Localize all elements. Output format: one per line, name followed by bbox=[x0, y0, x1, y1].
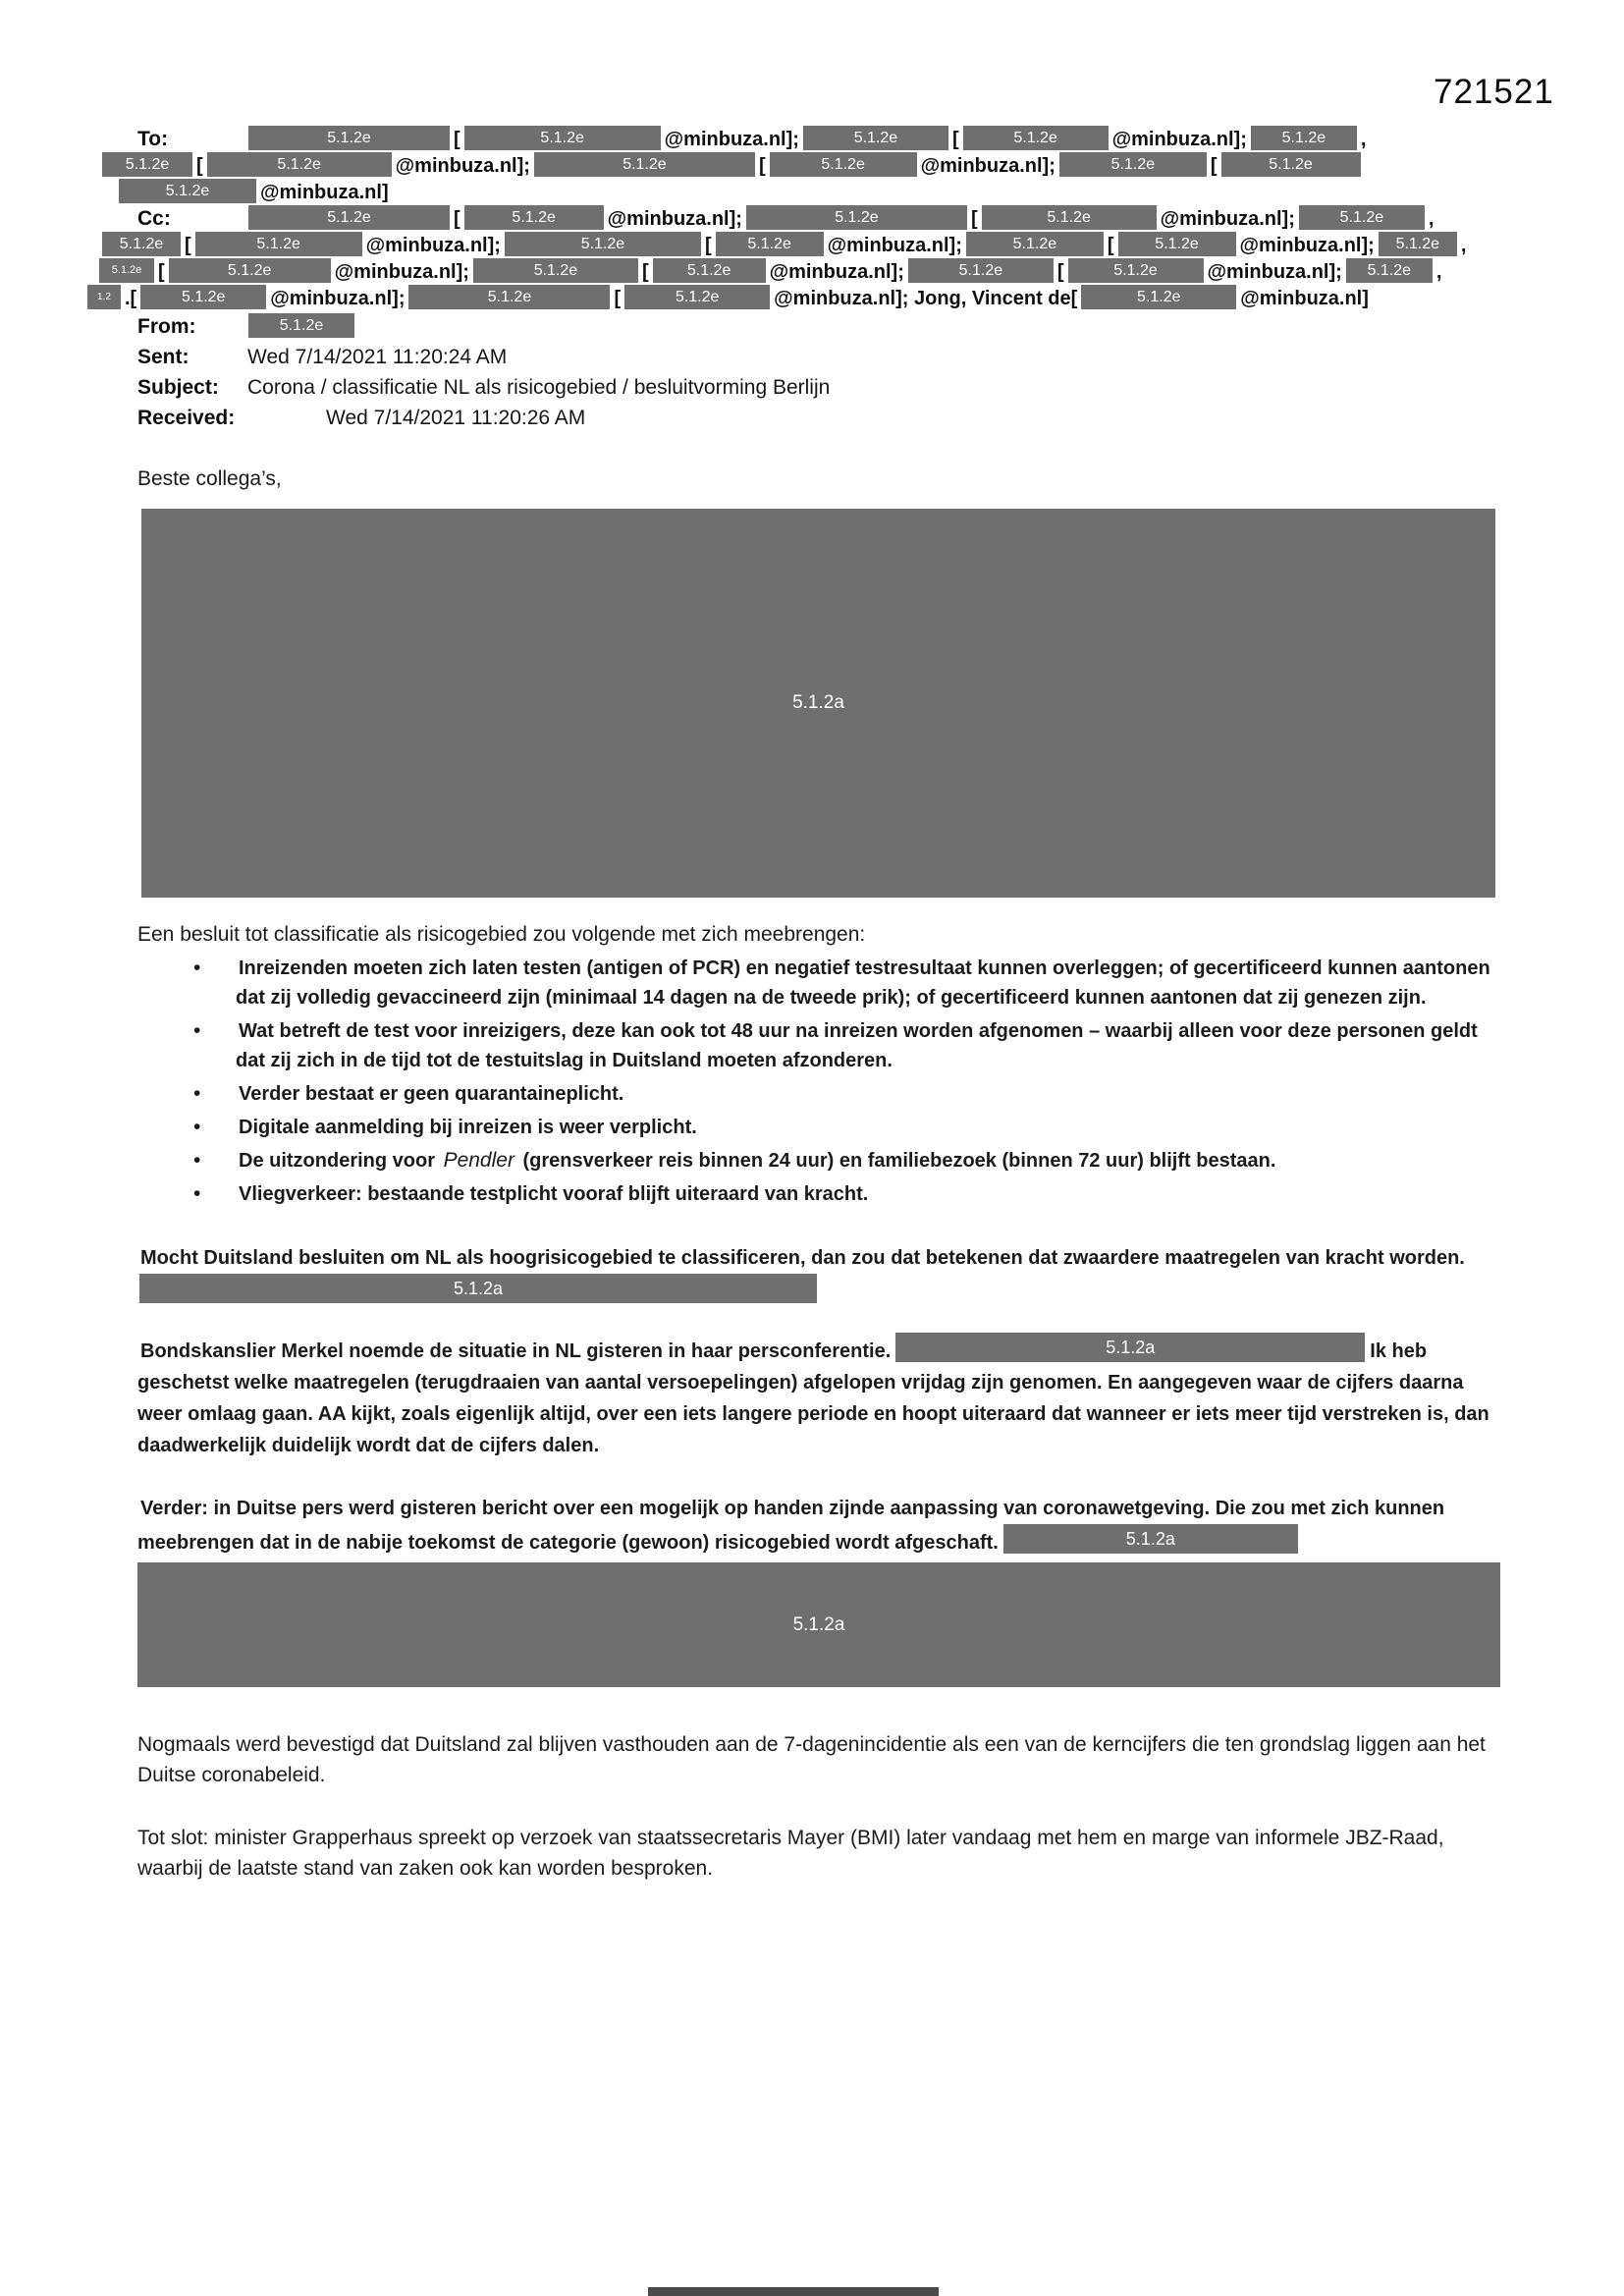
redaction-box: 5.1.2a bbox=[139, 1274, 817, 1303]
redaction-box: 5.1.2e bbox=[1068, 258, 1204, 283]
redaction-box: 5.1.2e bbox=[770, 152, 917, 177]
text-fragment: @minbuza.nl]; bbox=[1160, 208, 1295, 230]
redaction-box: 5.1.2e bbox=[195, 232, 362, 256]
text-fragment: De uitzondering voor bbox=[239, 1150, 441, 1172]
text-fragment: [ bbox=[185, 235, 191, 256]
text-fragment: @minbuza.nl]; bbox=[664, 129, 799, 150]
redaction-box: 5.1.2e bbox=[1299, 205, 1425, 230]
text-fragment: [ bbox=[758, 155, 766, 177]
redaction-box: 5.1.2e bbox=[248, 313, 354, 338]
text-fragment: Wed 7/14/2021 11:20:24 AM bbox=[247, 346, 508, 368]
text-fragment: Bondskanslier Merkel noemde de situatie in NL gisteren in haar persconferentie. bbox=[140, 1340, 892, 1362]
text-fragment: [ bbox=[1107, 235, 1114, 256]
text-fragment: Ik heb geschetst welke maatregelen (terugdraaien van aantal versoepelingen) afgelopen vrijdag zijn genomen. En aangegeven waar de cijfers daarna weer omlaag gaan. AA kijkt, zoals eigenlijk altijd, over een iets langere periode en hoopt uiteraard dat wanneer er iets meer tijd verstreken is, dan daadwerkelijk duidelijk wordt dat de cijfers dalen. bbox=[137, 1340, 1489, 1456]
text-fragment: Verder: in Duitse pers werd gisteren bericht over een mogelijk op handen zijnde aanpassing van coronawetgeving. Die zou met zich kunnen meebrengen dat in de nabije toekomst de categorie (gewoon) risicogebied wordt afgeschaft. bbox=[137, 1498, 1445, 1554]
redaction-box: 5.1.2e bbox=[908, 258, 1054, 283]
text-fragment: [ bbox=[970, 208, 978, 230]
redaction-box: 5.1.2e bbox=[1118, 232, 1236, 256]
document-content bbox=[97, 126, 1504, 1884]
bullet-item bbox=[137, 1016, 1504, 1075]
text-fragment: @minbuza.nl]; Jong, Vincent de[ bbox=[774, 288, 1078, 309]
text-fragment: [ bbox=[1210, 155, 1218, 177]
redaction-box: 5.1.2e bbox=[248, 205, 450, 230]
redaction-box: 5.1.2e bbox=[1346, 258, 1433, 283]
text-fragment: @minbuza.nl]; bbox=[1207, 261, 1342, 283]
text-fragment: Wed 7/14/2021 11:20:26 AM bbox=[326, 407, 586, 429]
field-label: To: bbox=[137, 128, 169, 150]
redaction-label: 5.1.2a bbox=[792, 1613, 845, 1635]
bullet-item bbox=[137, 954, 1504, 1012]
bullet-list bbox=[137, 954, 1504, 1209]
header-line bbox=[137, 126, 1504, 152]
subject-field bbox=[137, 372, 1504, 403]
text-fragment: .[ bbox=[125, 288, 137, 309]
redaction-box: 5.1.2e bbox=[248, 126, 450, 150]
bullet-marker: • bbox=[193, 1149, 201, 1172]
text-fragment: Corona / classificatie NL als risicogebied / besluitvorming Berlijn bbox=[247, 376, 831, 399]
redaction-label: 5.1.2a bbox=[792, 692, 844, 713]
text-fragment: @minbuza.nl]; bbox=[334, 261, 469, 283]
text-fragment: , bbox=[1435, 261, 1442, 283]
bullet-text bbox=[236, 1179, 1504, 1209]
paragraph-totslot: Tot slot: minister Grapperhaus spreekt op verzoek van staatssecretaris Mayer (BMI) later vandaag met hem en marge van informele JBZ-Raad, waarbij de laatste stand van zaken ook kan worden besproken. bbox=[137, 1827, 1444, 1880]
bullet-item bbox=[137, 1146, 1504, 1175]
redaction-box: 5.1.2e bbox=[982, 205, 1157, 230]
greeting: Beste collega’s, bbox=[137, 467, 282, 490]
bullet-marker: • bbox=[193, 1082, 201, 1105]
redaction-box: 5.1.2e bbox=[1379, 232, 1457, 256]
redaction-box: 5.1.2e bbox=[464, 126, 661, 150]
header-line bbox=[118, 179, 1504, 205]
redaction-box: 5.1.2e bbox=[624, 285, 770, 309]
bullet-text bbox=[236, 1079, 1504, 1109]
paragraph-nogmaals: Nogmaals werd bevestigd dat Duitsland zal blijven vasthouden aan de 7-dagenincidentie als een van de kerncijfers die ten grondslag liggen aan het Duitse coronabeleid. bbox=[137, 1733, 1486, 1786]
received-field bbox=[137, 403, 1504, 433]
text-fragment: [ bbox=[704, 235, 712, 256]
bullet-marker: • bbox=[193, 957, 201, 979]
header-line bbox=[86, 285, 1504, 311]
text-fragment: Inreizenden moeten zich laten testen (antigen of PCR) en negatief testresultaat kunnen overleggen; of gecertificeerd kunnen aantonen dat zij volledig gevaccineerd zijn (minimaal 14 dagen na de tweede prik); of gecertificeerd kunnen aantonen dat zij genezen zijn. bbox=[236, 957, 1490, 1009]
text-fragment: @minbuza.nl]; bbox=[395, 155, 530, 177]
text-fragment: @minbuza.nl]; bbox=[769, 261, 904, 283]
redaction-box: 5.1.2e bbox=[102, 232, 181, 256]
from-field bbox=[137, 311, 1504, 342]
redaction-block-small bbox=[137, 1562, 1500, 1687]
text-fragment: @minbuza.nl]; bbox=[365, 235, 501, 256]
bullet-marker: • bbox=[193, 1182, 201, 1205]
text-fragment: @minbuza.nl]; bbox=[270, 288, 406, 309]
redaction-block-large bbox=[141, 509, 1495, 898]
bullet-item bbox=[137, 1079, 1504, 1109]
text-fragment: @minbuza.nl]; bbox=[607, 208, 742, 230]
paragraph-mocht bbox=[137, 1242, 1504, 1307]
redaction-box: 5.1.2a bbox=[895, 1333, 1365, 1362]
text-fragment: @minbuza.nl]; bbox=[1239, 235, 1375, 256]
redaction-box: 5.1.2e bbox=[1221, 152, 1361, 177]
text-fragment: Mocht Duitsland besluiten om NL als hoogrisicogebied te classificeren, dan zou dat betekenen dat zwaardere maatregelen van kracht worden. bbox=[140, 1247, 1465, 1269]
redaction-box: 5.1.2e bbox=[119, 179, 256, 203]
redaction-box: 5.1.2e bbox=[99, 258, 154, 283]
redaction-box: 5.1.2e bbox=[169, 258, 331, 283]
document-number: 721521 bbox=[1434, 73, 1554, 111]
redaction-box: 1.2 bbox=[87, 285, 121, 309]
text-fragment: @minbuza.nl]; bbox=[827, 235, 962, 256]
text-fragment: [ bbox=[454, 129, 460, 150]
header-line bbox=[98, 258, 1504, 285]
redaction-box: 5.1.2e bbox=[534, 152, 755, 177]
redaction-box: 5.1.2e bbox=[1081, 285, 1236, 309]
text-fragment: , bbox=[1360, 129, 1367, 150]
redaction-box: 5.1.2a bbox=[1003, 1524, 1298, 1554]
field-label: From: bbox=[137, 315, 196, 338]
bullet-marker: • bbox=[193, 1116, 201, 1138]
paragraph-bondskanslier bbox=[137, 1333, 1504, 1461]
emphasized-text: Pendler bbox=[443, 1149, 514, 1172]
redaction-box: 5.1.2e bbox=[464, 205, 604, 230]
text-fragment: [ bbox=[614, 288, 622, 309]
cc-field bbox=[97, 205, 1504, 311]
field-label: Sent: bbox=[137, 346, 189, 368]
redaction-box: 5.1.2e bbox=[140, 285, 266, 309]
field-label: Cc: bbox=[137, 207, 171, 230]
bullet-text bbox=[236, 954, 1504, 1012]
redaction-box: 5.1.2e bbox=[746, 205, 967, 230]
email-header bbox=[97, 126, 1504, 433]
scan-artifact bbox=[648, 2287, 939, 2296]
field-label: Received: bbox=[137, 407, 236, 429]
text-fragment: , bbox=[1428, 208, 1435, 230]
text-fragment: @minbuza.nl]; bbox=[920, 155, 1056, 177]
header-line bbox=[101, 152, 1504, 179]
bullet-marker: • bbox=[193, 1019, 201, 1042]
redaction-box: 5.1.2e bbox=[473, 258, 638, 283]
text-fragment: , bbox=[1460, 235, 1467, 256]
bullet-item bbox=[137, 1179, 1504, 1209]
redaction-box: 5.1.2e bbox=[966, 232, 1104, 256]
field-label: Subject: bbox=[137, 376, 219, 399]
text-fragment: Wat betreft de test voor inreizigers, deze kan ook tot 48 uur na inreizen worden afgenomen – waarbij alleen voor deze personen geldt dat zij zich in de tijd tot de testuitslag in Duitsland moeten afzonderen. bbox=[236, 1020, 1478, 1071]
redaction-box: 5.1.2e bbox=[207, 152, 392, 177]
sent-field bbox=[137, 342, 1504, 372]
text-fragment: Digitale aanmelding bij inreizen is weer verplicht. bbox=[239, 1117, 697, 1138]
text-fragment: @minbuza.nl] bbox=[260, 182, 389, 203]
bullet-text bbox=[236, 1146, 1504, 1175]
redaction-box: 5.1.2e bbox=[102, 152, 192, 177]
redaction-box: 5.1.2e bbox=[716, 232, 824, 256]
to-field bbox=[125, 126, 1504, 205]
header-line bbox=[137, 205, 1504, 232]
redaction-box: 5.1.2e bbox=[1059, 152, 1207, 177]
text-fragment: @minbuza.nl]; bbox=[1111, 129, 1247, 150]
redaction-box: 5.1.2e bbox=[803, 126, 948, 150]
text-fragment: [ bbox=[196, 155, 203, 177]
bullet-text bbox=[236, 1016, 1504, 1075]
text-fragment: [ bbox=[951, 129, 959, 150]
text-fragment: [ bbox=[641, 261, 649, 283]
text-fragment: [ bbox=[1056, 261, 1064, 283]
text-fragment: Vliegverkeer: bestaande testplicht vooraf blijft uiteraard van kracht. bbox=[239, 1183, 869, 1205]
redaction-box: 5.1.2e bbox=[963, 126, 1109, 150]
paragraph-verder bbox=[137, 1493, 1504, 1558]
bullet-text bbox=[236, 1113, 1504, 1142]
header-line bbox=[101, 232, 1504, 258]
text-fragment: (grensverkeer reis binnen 24 uur) en familiebezoek (binnen 72 uur) blijft bestaan. bbox=[516, 1150, 1276, 1172]
paragraph-intro-list: Een besluit tot classificatie als risicogebied zou volgende met zich meebrengen: bbox=[137, 923, 866, 946]
text-fragment: Verder bestaat er geen quarantaineplicht. bbox=[239, 1083, 624, 1105]
redaction-box: 5.1.2e bbox=[505, 232, 701, 256]
text-fragment: [ bbox=[454, 208, 460, 230]
redaction-box: 5.1.2e bbox=[653, 258, 766, 283]
redaction-box: 5.1.2e bbox=[408, 285, 610, 309]
redaction-box: 5.1.2e bbox=[1251, 126, 1357, 150]
text-fragment: [ bbox=[158, 261, 165, 283]
bullet-item bbox=[137, 1113, 1504, 1142]
text-fragment: @minbuza.nl] bbox=[1240, 288, 1369, 309]
